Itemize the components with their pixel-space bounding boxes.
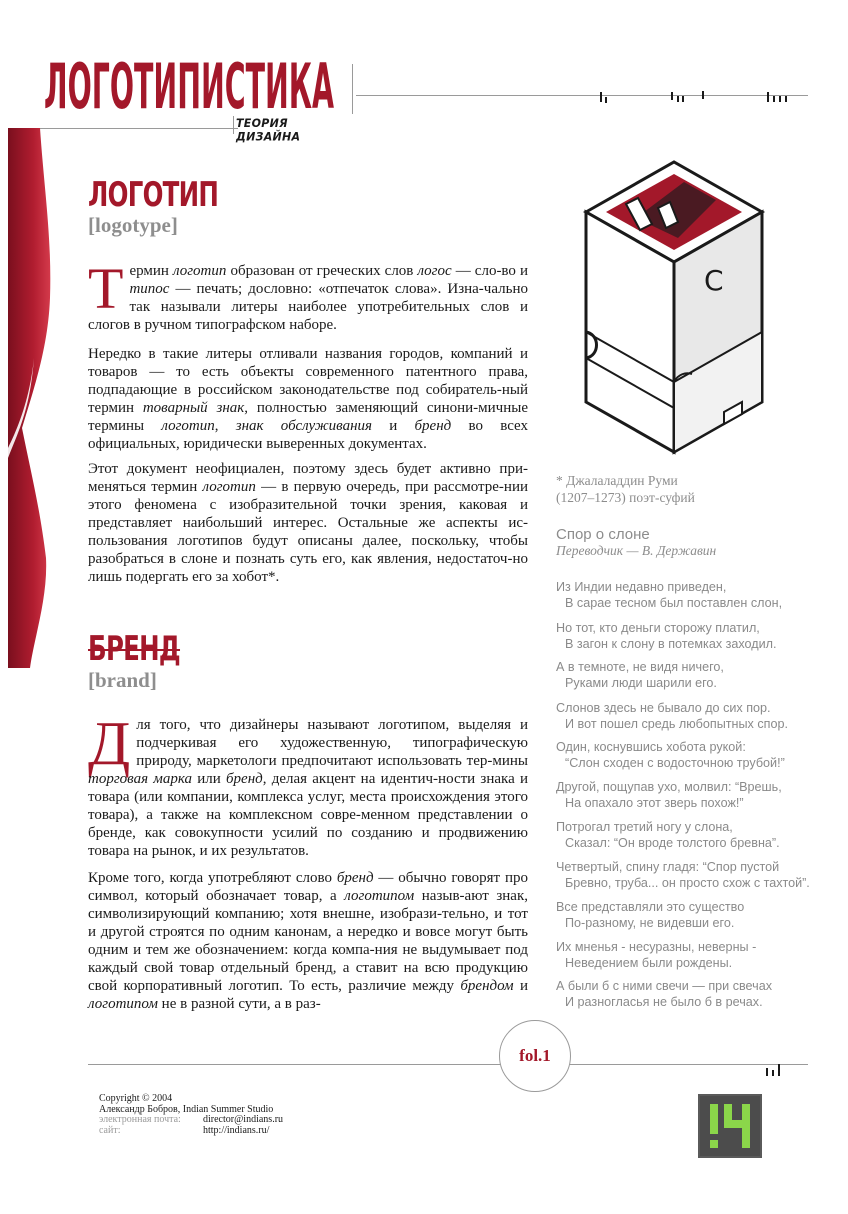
section1-subheading: [logotype] xyxy=(88,213,178,237)
stanza-line: На опахало этот зверь похож!” xyxy=(565,795,744,810)
rule-tick xyxy=(778,1064,780,1076)
poem-stanza xyxy=(556,660,818,691)
rule-tick xyxy=(772,1070,774,1076)
poem-translator: Переводчик — В. Державин xyxy=(556,543,717,558)
rule-tick xyxy=(702,91,704,99)
masthead-rule-right xyxy=(356,95,808,96)
red-ribbon-ornament xyxy=(0,128,60,668)
poem-stanza xyxy=(556,940,818,971)
stanza-line: Неведением были рождены. xyxy=(565,955,733,970)
poem-stanza xyxy=(556,701,818,732)
stanza-line: Сказал: “Он вроде толстого бревна”. xyxy=(565,835,780,850)
rule-tick xyxy=(766,1068,768,1076)
page-number-badge: fol.1 xyxy=(499,1020,571,1092)
printing-type-block-icon xyxy=(566,152,778,464)
poem-title: Спор о слоне xyxy=(556,526,650,543)
section1-heading: ЛОГОТИП xyxy=(88,175,219,215)
section1-paragraph-3: Этот документ неофициален, поэтому здесь будет активно при-меняться термин логотип — в первую очередь, при рассмотре-нии этого феномена с изобразительной точки зрения, каковая и представляет наибольший интерес. Остальные же аспекты ис-пользования логотипов будут описаны далее, поскольку, чтобы разобраться в слоне и познать суть его, как явления, недостаточ-но лишь подергать его за хобот*. xyxy=(88,461,528,585)
stanza-line: Руками люди шарили его. xyxy=(565,675,717,690)
poem-stanza xyxy=(556,979,818,1010)
masthead-title-text: ЛОГОТИПИСТИКА xyxy=(44,56,335,114)
stanza-line: Все представляли это существо xyxy=(556,900,745,914)
stanza-line: Один, коснувшись хобота рукой: xyxy=(556,740,746,754)
author: Александр Бобров, Indian Summer Studio xyxy=(99,1103,274,1115)
section2-paragraph-2: Кроме того, когда употребляют слово бренд — обычно говорят про символ, который обозначает товар, а логотипом назыв-ают знак, символизирующий компанию; хотя внешне, изобрази-тельно, и тот и другой строятся по одним канонам, а нередко и вовсе могут быть одним и тем же обозначением: когда компа-ния не выдумывает под каждый свой товар отдельный бренд, а ставит на всю продукцию свой корпоративный логотип. То есть, различие между брендом и логотипом не в разной сути, а в раз- xyxy=(88,870,528,1012)
poem-stanza xyxy=(556,621,818,652)
rule-tick xyxy=(600,92,602,102)
stanza-line: А в темноте, не видя ничего, xyxy=(556,660,724,674)
rule-tick xyxy=(779,96,781,102)
dropcap: Д xyxy=(88,710,131,778)
stanza-line: В сарае тесном был поставлен слон, xyxy=(565,595,783,610)
stanza-line: Бревно, труба... он просто схож с тахтой”. xyxy=(565,875,810,890)
sidebar-footnote xyxy=(556,472,818,506)
stanza-line: Но тот, кто деньги сторожу платил, xyxy=(556,621,760,635)
dropcap: Т xyxy=(88,256,124,321)
copyright: Copyright © 2004 xyxy=(99,1093,173,1104)
stanza-line: Их мненья - несуразны, неверны - xyxy=(556,940,757,954)
type-block-letter: С xyxy=(704,264,724,297)
stanza-line: А были б с ними свечи — при свечах xyxy=(556,979,773,993)
rule-tick xyxy=(785,96,787,102)
rule-tick xyxy=(677,96,679,102)
poem-stanza xyxy=(556,580,818,611)
section2-paragraph-1: Для того, что дизайнеры называют логотипом, выделяя и подчеркивая его художественную, типографическую природу, маркетологи предпочитают использовать тер-мины торговая марка или бренд, делая акцент на идентич-ности знака и товара (или компании, комплекса услуг, места происхождения этого товара), а также на комплексном совре-менном представлении о бренде, как совокупности усилий по созданию и продвижению товара на рынок, и их результатов. xyxy=(88,710,528,859)
section2-subheading: [brand] xyxy=(88,668,157,692)
poem-stanza xyxy=(556,860,818,891)
masthead-wordmark xyxy=(44,56,336,114)
stanza-line: Слонов здесь не бывало до сих пор. xyxy=(556,701,771,715)
indian-summer-logo-icon xyxy=(698,1094,762,1158)
section1-paragraph-2: Нередко в такие литеры отливали названия городов, компаний и товаров — то есть объекты современного патентного права, подпадающие в российском законодательстве под собиратель-ный термин товарный знак, полностью заменяющий синони-мичные термины логотип, знак обслуживания и бренд во всех официальных, юридически выверенных документах. xyxy=(88,346,528,452)
stanza-line: По-разному, не видевши его. xyxy=(565,915,735,930)
rule-tick xyxy=(605,97,607,103)
rule-tick xyxy=(767,92,769,102)
stanza-line: Из Индии недавно приведен, xyxy=(556,580,727,594)
stanza-line: В загон к слону в потемках заходил. xyxy=(565,636,777,651)
poem-stanza xyxy=(556,740,818,771)
section2-heading: БРЕНД xyxy=(88,629,181,669)
email-link[interactable]: director@indians.ru xyxy=(203,1114,284,1125)
rule-tick xyxy=(682,96,684,102)
section1-paragraph-1: Термин логотип образован от греческих слов логос — сло-во и типос — печать; дословно: «отпечаток слова». Изна-чально так называли литеры наиболее употребительных слов и слогов в ручном типографском наборе. xyxy=(88,256,528,333)
site-label: сайт: xyxy=(99,1124,121,1136)
footnote-line-2: (1207–1273) поэт-суфий xyxy=(556,490,695,505)
masthead-divider xyxy=(352,64,353,114)
stanza-line: И вот пошел средь любопытных спор. xyxy=(565,716,788,731)
footer-credits xyxy=(99,1094,283,1136)
rule-tick xyxy=(671,92,673,100)
footer-rule xyxy=(88,1064,808,1065)
footnote-line-1: * Джалаладдин Руми xyxy=(556,473,678,488)
stanza-line: Четвертый, спину гладя: “Спор пустой xyxy=(556,860,780,874)
masthead-subtitle: ТЕОРИЯ ДИЗАЙНА xyxy=(236,116,301,144)
site-link[interactable]: http://indians.ru/ xyxy=(203,1124,270,1136)
masthead-subtitle-divider xyxy=(233,116,234,134)
stanza-line: Потрогал третий ногу у слона, xyxy=(556,820,733,834)
poem-stanza xyxy=(556,780,818,811)
stanza-line: Другой, пощупав ухо, молвил: “Врешь, xyxy=(556,780,782,794)
stanza-line: “Слон сходен с водосточною трубой!” xyxy=(565,755,785,770)
stanza-line: И разногласья не было б в речах. xyxy=(565,994,763,1009)
poem-stanza xyxy=(556,900,818,931)
masthead-title xyxy=(44,56,336,114)
rule-tick xyxy=(773,96,775,102)
poem-stanza xyxy=(556,820,818,851)
email-label: электронная почта: xyxy=(99,1114,181,1125)
